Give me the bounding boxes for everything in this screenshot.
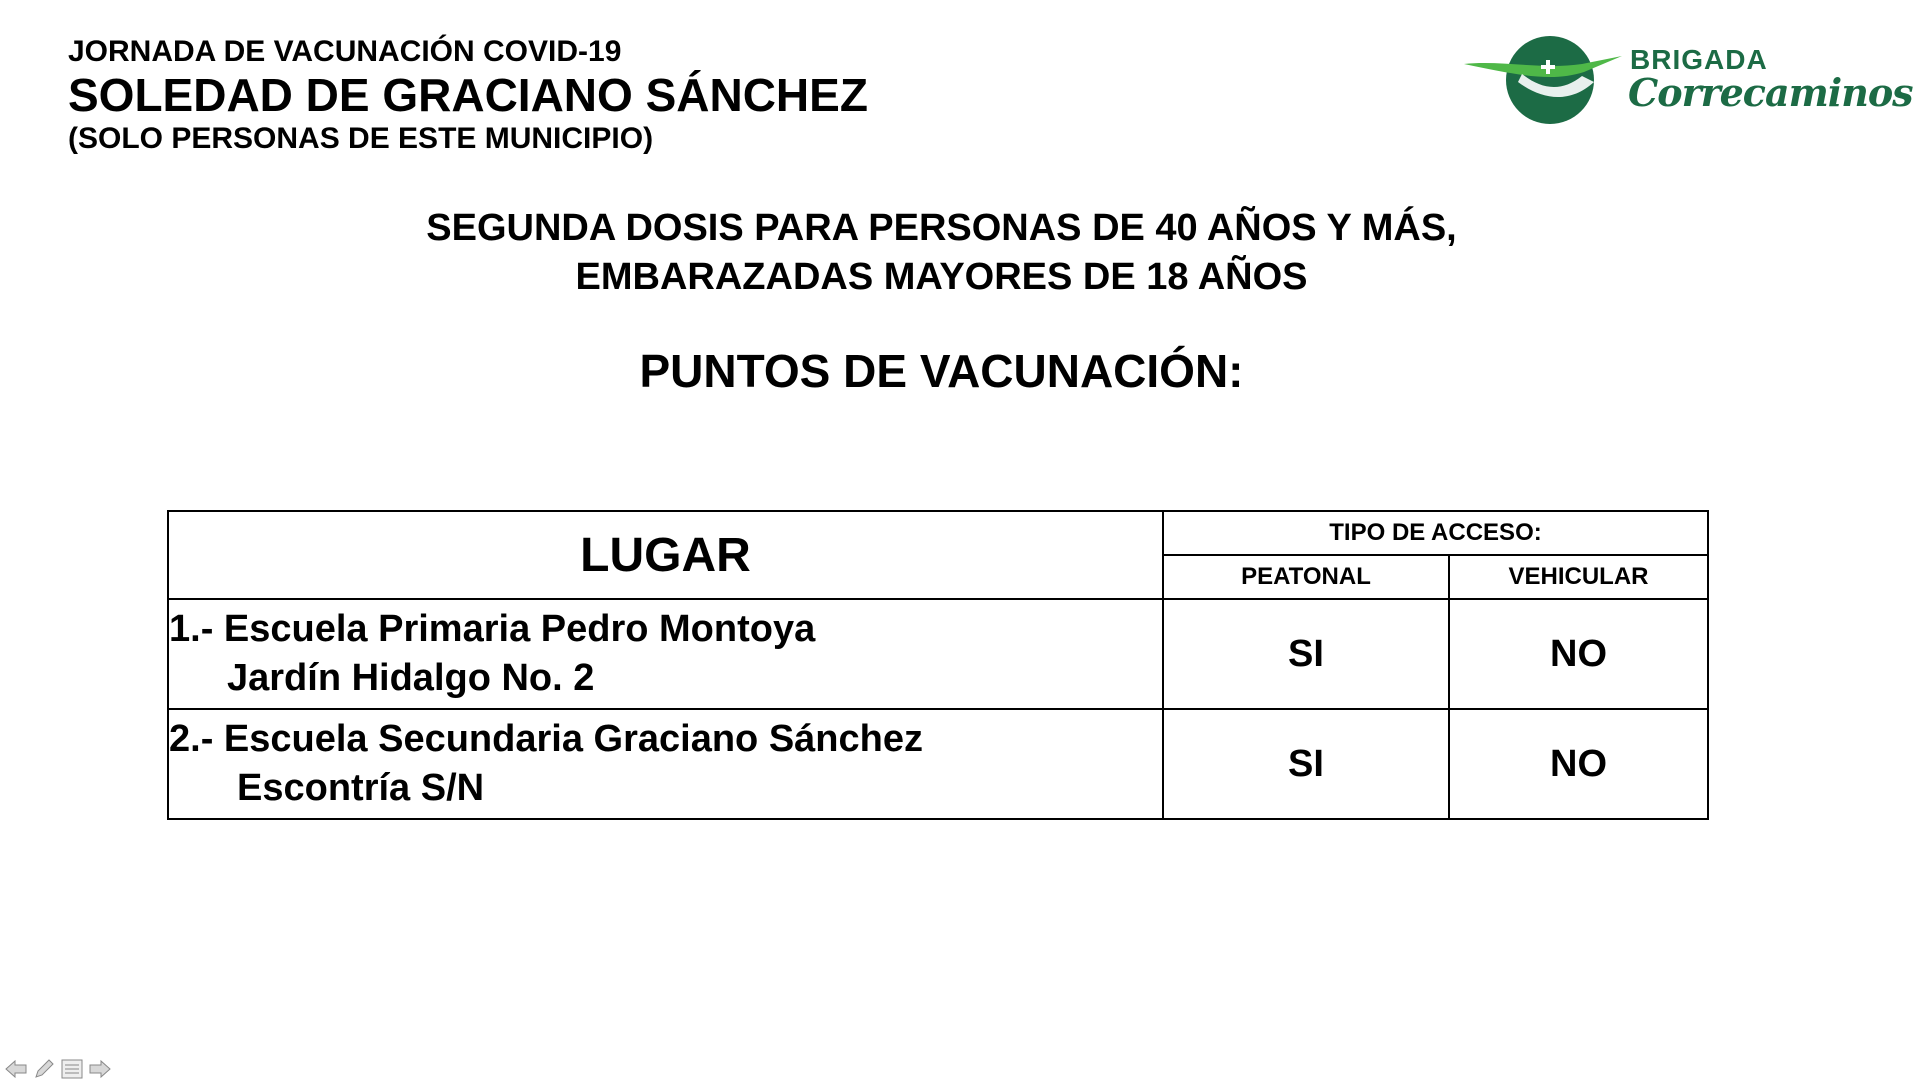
walk-access-cell: SI — [1163, 709, 1449, 819]
place-cell — [168, 599, 1163, 709]
arrow-right-icon[interactable] — [88, 1058, 112, 1080]
section-title: PUNTOS DE VACUNACIÓN: — [639, 345, 1244, 397]
table-header-row — [168, 511, 1708, 555]
place-address: Escontría S/N — [237, 767, 485, 809]
table-row — [168, 599, 1708, 709]
vehicle-access-cell: NO — [1449, 599, 1708, 709]
header-municipality: SOLEDAD DE GRACIANO SÁNCHEZ — [68, 69, 868, 121]
arrow-left-icon[interactable] — [4, 1058, 28, 1080]
place-address: Jardín Hidalgo No. 2 — [227, 657, 595, 699]
col-access-header: TIPO DE ACCESO: — [1163, 511, 1708, 555]
brigada-logo — [1462, 30, 1913, 130]
subtitle-line1: SEGUNDA DOSIS PARA PERSONAS DE 40 AÑOS Y MÁS, — [426, 207, 1457, 249]
pen-icon[interactable] — [32, 1058, 56, 1080]
header-block — [68, 34, 868, 158]
walk-access-cell: SI — [1163, 599, 1449, 709]
logo-correcaminos-text: Correcaminos — [1628, 70, 1913, 115]
vehicle-access-cell: NO — [1449, 709, 1708, 819]
header-event: JORNADA DE VACUNACIÓN COVID-19 — [68, 35, 622, 68]
slide-nav-toolbar — [4, 1058, 112, 1080]
subtitle-line2: EMBARAZADAS MAYORES DE 18 AÑOS — [575, 256, 1308, 298]
place-cell — [168, 709, 1163, 819]
vaccination-points-table — [167, 510, 1709, 820]
place-name: 2.- Escuela Secundaria Graciano Sánchez — [169, 718, 923, 760]
menu-icon[interactable] — [60, 1058, 84, 1080]
place-name: 1.- Escuela Primaria Pedro Montoya — [169, 608, 816, 650]
col-place-header: LUGAR — [168, 511, 1163, 599]
header-note: (SOLO PERSONAS DE ESTE MUNICIPIO) — [68, 122, 654, 155]
col-walk-header: PEATONAL — [1163, 555, 1449, 599]
subtitle — [0, 204, 1883, 302]
roadrunner-emblem-icon — [1462, 30, 1632, 130]
col-vehicle-header: VEHICULAR — [1449, 555, 1708, 599]
table-row — [168, 709, 1708, 819]
logo-brigada-text: BRIGADA — [1630, 44, 1768, 75]
